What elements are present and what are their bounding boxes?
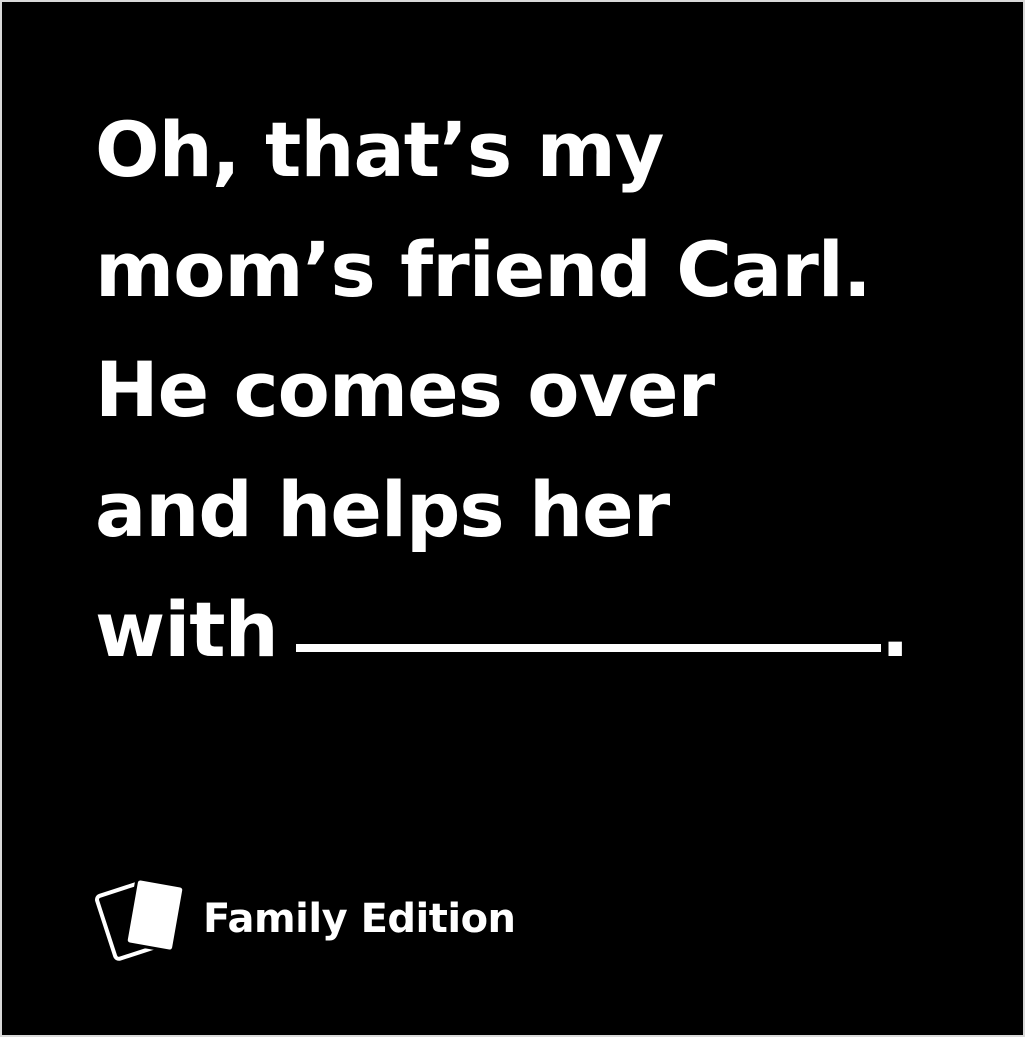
prompt-line: mom’s friend Carl.: [95, 225, 871, 314]
cards-logo-icon: [95, 874, 187, 964]
prompt-line: He comes over: [95, 345, 715, 434]
prompt-last-line: [95, 570, 995, 690]
answer-blank: [296, 644, 881, 652]
prompt-line: with: [95, 585, 278, 674]
edition-footer: [95, 874, 516, 964]
card-prompt: [95, 90, 995, 690]
prompt-line: and helps her: [95, 465, 670, 554]
prompt-terminator: .: [880, 585, 909, 674]
edition-label: Family Edition: [203, 896, 516, 942]
prompt-line: Oh, that’s my: [95, 105, 664, 194]
